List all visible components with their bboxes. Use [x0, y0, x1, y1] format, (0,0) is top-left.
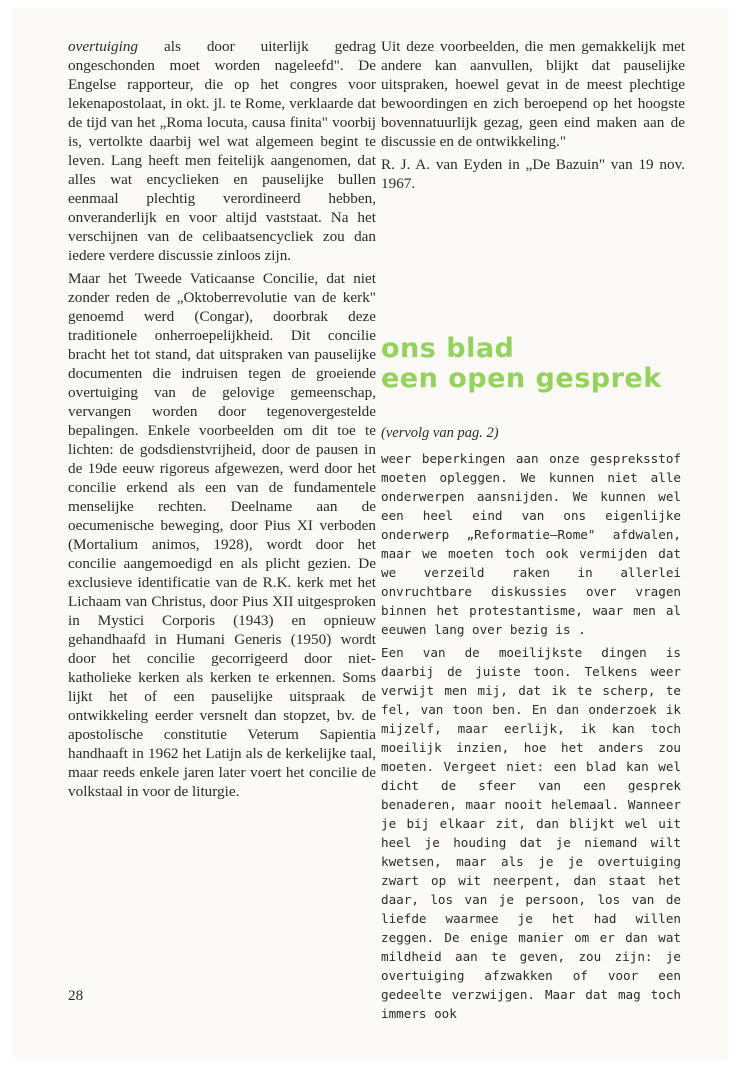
left-paragraph-1-text: als door uiterlijk gedrag ongeschonden moet worden nageleefd". De Engelse rapporteur, die op het congres voor lekenapostolaat, in okt. jl. te Rome, verklaarde dat de tijd van het „Roma locuta, causa finita" voorbij is, vertolkte daarbij wel wat algemeen begint te leven. Lang heeft men feitelijk aangenomen, dat alles wat encyclieken en pauselijke bullen eenmaal plechtig verordineerd hebben, onveranderlijk en voor altijd vaststaat. Na het verschijnen van de celibaatsencycliek zou dan iedere verdere discussie zinloos zijn.: [68, 38, 376, 264]
article-body: [381, 449, 681, 1027]
article-paragraph-2: Een van de moeilijkste dingen is daarbij de juiste toon. Telkens weer verwijt men mij, dat ik te scherp, te fel, van toon ben. En dan onderzoek ik mijzelf, maar eerlijk, ik kan toch moeilijk inzien, hoe het anders zou moeten. Vergeet niet: een blad kan wel dicht de sfeer van een gesprek benaderen, maar nooit helemaal. Wanneer je bij elkaar zit, dan blijkt wel uit heel je houding dat je niemand wilt kwetsen, maar als je je overtuiging zwart op wit neerpent, dan staat het daar, los van je persoon, los van de liefde waarmee je het had willen zeggen. De enige manier om er dan wat mildheid aan te geven, zou zijn: je overtuiging afzwakken of voor een gedeelte verzwijgen. Maar dat mag toch immers ook: [381, 645, 681, 1021]
page-number: 28: [68, 987, 84, 1004]
article-paragraph-1: weer beperkingen aan onze gespreksstof moeten opleggen. We kunnen niet alle onderwerpen aansnijden. We kunnen wel een heel eind van ons eigenlijke onderwerp „Reformatie—Rome" afdwalen, maar we moeten toch ook vermijden dat we verzeild raken in allerlei onvruchtbare diskussies over vragen binnen het protestantisme, waar men al eeuwen lang over bezig is .: [381, 451, 681, 637]
continuation-note: (vervolg van pag. 2): [381, 425, 499, 441]
headline-line-2: een open gesprek: [381, 363, 662, 394]
article-headline: [381, 334, 701, 394]
headline-line-1: ons blad: [381, 333, 515, 364]
right-column-quote: [381, 37, 685, 197]
left-paragraph-2: Maar het Tweede Vaticaanse Concilie, dat niet zonder reden de „Oktoberrevolutie van de kerk" genoemd werd (Congar), doorbrak deze traditionele onherroepelijkheid. Dit concilie bracht het tot stand, dat uitspraken van pauselijke documenten die indruisen tegen de groeiende overtuiging van de gelovige gemeenschap, vervangen worden door tegenovergestelde bepalingen. Enkele voorbeelden om dit toe te lichten: de godsdienstvrijheid, door de pausen in de 19de eeuw rigoreus afgewezen, werd door het concilie erkend als een van de fundamentele menselijke rechten. Deelname aan de oecumenische beweging, door Pius XI verboden (Mortalium animos, 1928), wordt door het concilie aangemoedigd en als plicht gezien. De exclusieve identificatie van de R.K. kerk met het Lichaam van Christus, door Pius XII uitgesproken in Mystici Corporis (1943) en opnieuw gehandhaafd in Humani Generis (1950) wordt door het concilie gecorrigeerd door niet-katholieke kerken als kerken te erkennen. Soms lijkt het of een pauselijke uitspraak de ontwikkeling eerder versnelt dan stopzet, bv. de apostolische constitutie Veterum Sapientia handhaaft in 1962 het Latijn als de kerkelijke taal, maar reeds enkele jaren later voert het concilie de volkstaal in voor de liturgie.: [68, 270, 376, 800]
left-paragraph-1: [68, 37, 376, 265]
quote-source: R. J. A. van Eyden in „De Bazuin" van 19 nov. 1967.: [381, 156, 685, 192]
left-column: [68, 37, 376, 805]
right-paragraph-1: Uit deze voorbeelden, die men gemakkelijk met andere kan aanvullen, blijkt dat pauselijke uitspraken, hoewel gevat in de meest plechtige bewoordingen en zich beroepend op het hoogste bovennatuurlijk gezag, geen eind maken aan de discussie en de ontwikkeling.": [381, 38, 685, 150]
left-paragraph-1-italic-lead: overtuiging: [68, 38, 139, 55]
